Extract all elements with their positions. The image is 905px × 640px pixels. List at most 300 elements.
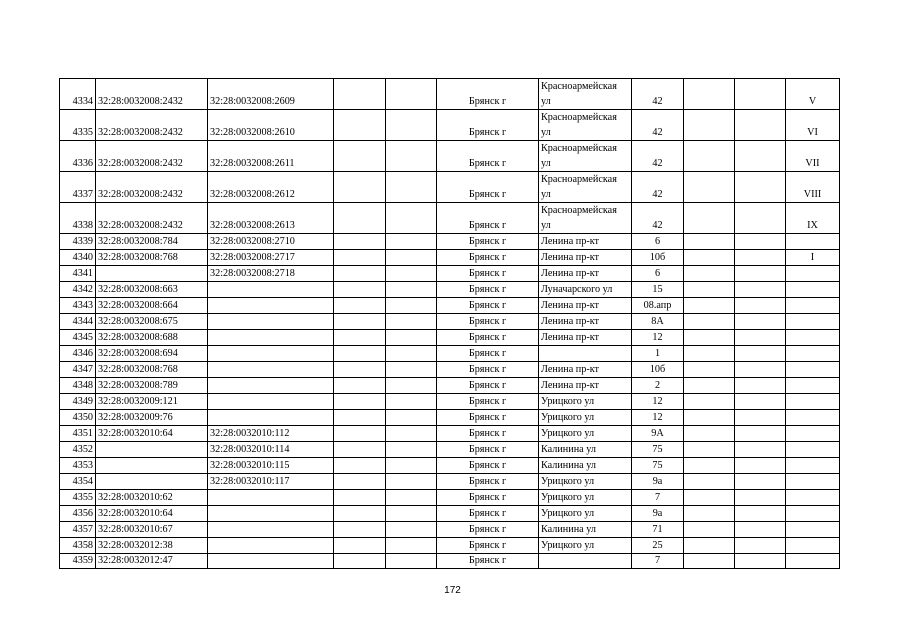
object-cadastral-number-cell: 32:28:0032008:2612 xyxy=(208,172,334,203)
table-row xyxy=(60,110,840,141)
city-cell: Брянск г xyxy=(437,298,539,314)
empty-cell xyxy=(334,266,386,282)
empty-cell xyxy=(334,441,386,457)
empty-cell xyxy=(684,393,735,409)
premises-number-cell xyxy=(786,361,840,377)
city-cell: Брянск г xyxy=(437,441,539,457)
house-number-cell: 6 xyxy=(632,266,684,282)
empty-cell xyxy=(334,409,386,425)
empty-cell xyxy=(684,361,735,377)
object-cadastral-number-cell xyxy=(208,298,334,314)
city-cell: Брянск г xyxy=(437,409,539,425)
object-cadastral-number-cell xyxy=(208,314,334,330)
empty-cell xyxy=(386,393,437,409)
table-row xyxy=(60,314,840,330)
empty-cell xyxy=(386,250,437,266)
empty-cell xyxy=(334,553,386,569)
empty-cell xyxy=(334,234,386,250)
premises-number-cell: VI xyxy=(786,110,840,141)
empty-cell xyxy=(386,521,437,537)
empty-cell xyxy=(735,553,786,569)
premises-number-cell xyxy=(786,314,840,330)
empty-cell xyxy=(334,298,386,314)
object-cadastral-number-cell: 32:28:0032008:2718 xyxy=(208,266,334,282)
empty-cell xyxy=(735,361,786,377)
empty-cell xyxy=(735,282,786,298)
house-number-cell: 12 xyxy=(632,393,684,409)
cadastral-number-cell: 32:28:0032008:2432 xyxy=(96,79,208,110)
street-cell: Красноармейская ул xyxy=(539,172,632,203)
object-cadastral-number-cell xyxy=(208,377,334,393)
street-cell: Ленина пр-кт xyxy=(539,361,632,377)
cadastral-number-cell: 32:28:0032012:47 xyxy=(96,553,208,569)
city-cell: Брянск г xyxy=(437,266,539,282)
empty-cell xyxy=(334,250,386,266)
cadastral-number-cell: 32:28:0032008:694 xyxy=(96,346,208,362)
house-number-cell: 75 xyxy=(632,457,684,473)
street-cell: Урицкого ул xyxy=(539,505,632,521)
empty-cell xyxy=(334,346,386,362)
empty-cell xyxy=(386,553,437,569)
street-cell: Урицкого ул xyxy=(539,473,632,489)
premises-number-cell xyxy=(786,425,840,441)
row-number-cell: 4339 xyxy=(60,234,96,250)
object-cadastral-number-cell: 32:28:0032008:2613 xyxy=(208,203,334,234)
table-row xyxy=(60,298,840,314)
empty-cell xyxy=(386,473,437,489)
premises-number-cell xyxy=(786,409,840,425)
table-row xyxy=(60,441,840,457)
empty-cell xyxy=(386,79,437,110)
object-cadastral-number-cell xyxy=(208,409,334,425)
object-cadastral-number-cell xyxy=(208,330,334,346)
street-cell: Урицкого ул xyxy=(539,537,632,553)
city-cell: Брянск г xyxy=(437,234,539,250)
object-cadastral-number-cell: 32:28:0032010:112 xyxy=(208,425,334,441)
empty-cell xyxy=(735,110,786,141)
cadastral-number-cell: 32:28:0032008:2432 xyxy=(96,141,208,172)
table-row xyxy=(60,489,840,505)
house-number-cell: 25 xyxy=(632,537,684,553)
cadastral-number-cell: 32:28:0032008:688 xyxy=(96,330,208,346)
empty-cell xyxy=(735,393,786,409)
empty-cell xyxy=(334,172,386,203)
street-cell: Калинина ул xyxy=(539,457,632,473)
empty-cell xyxy=(684,425,735,441)
cadastral-number-cell: 32:28:0032009:76 xyxy=(96,409,208,425)
city-cell: Брянск г xyxy=(437,250,539,266)
object-cadastral-number-cell xyxy=(208,521,334,537)
street-cell: Урицкого ул xyxy=(539,489,632,505)
empty-cell xyxy=(684,346,735,362)
street-cell: Луначарского ул xyxy=(539,282,632,298)
cadastral-number-cell: 32:28:0032010:62 xyxy=(96,489,208,505)
row-number-cell: 4342 xyxy=(60,282,96,298)
cadastral-number-cell: 32:28:0032010:64 xyxy=(96,505,208,521)
premises-number-cell xyxy=(786,266,840,282)
empty-cell xyxy=(334,393,386,409)
premises-number-cell xyxy=(786,298,840,314)
empty-cell xyxy=(334,425,386,441)
table-row xyxy=(60,505,840,521)
empty-cell xyxy=(735,473,786,489)
row-number-cell: 4336 xyxy=(60,141,96,172)
empty-cell xyxy=(735,234,786,250)
empty-cell xyxy=(334,314,386,330)
row-number-cell: 4343 xyxy=(60,298,96,314)
house-number-cell: 75 xyxy=(632,441,684,457)
city-cell: Брянск г xyxy=(437,377,539,393)
house-number-cell: 9А xyxy=(632,425,684,441)
city-cell: Брянск г xyxy=(437,489,539,505)
empty-cell xyxy=(684,537,735,553)
row-number-cell: 4352 xyxy=(60,441,96,457)
object-cadastral-number-cell xyxy=(208,553,334,569)
street-cell: Ленина пр-кт xyxy=(539,234,632,250)
empty-cell xyxy=(684,409,735,425)
empty-cell xyxy=(684,441,735,457)
table-row xyxy=(60,282,840,298)
empty-cell xyxy=(386,489,437,505)
empty-cell xyxy=(386,141,437,172)
empty-cell xyxy=(684,172,735,203)
object-cadastral-number-cell: 32:28:0032008:2717 xyxy=(208,250,334,266)
empty-cell xyxy=(386,409,437,425)
row-number-cell: 4357 xyxy=(60,521,96,537)
street-cell: Красноармейская ул xyxy=(539,110,632,141)
premises-number-cell: I xyxy=(786,250,840,266)
table-row xyxy=(60,361,840,377)
house-number-cell: 42 xyxy=(632,79,684,110)
row-number-cell: 4348 xyxy=(60,377,96,393)
object-cadastral-number-cell: 32:28:0032008:2610 xyxy=(208,110,334,141)
object-cadastral-number-cell xyxy=(208,537,334,553)
empty-cell xyxy=(735,172,786,203)
city-cell: Брянск г xyxy=(437,393,539,409)
empty-cell xyxy=(334,361,386,377)
cadastral-number-cell: 32:28:0032009:121 xyxy=(96,393,208,409)
empty-cell xyxy=(684,282,735,298)
empty-cell xyxy=(735,266,786,282)
cadastral-number-cell: 32:28:0032008:768 xyxy=(96,361,208,377)
empty-cell xyxy=(735,141,786,172)
row-number-cell: 4345 xyxy=(60,330,96,346)
object-cadastral-number-cell xyxy=(208,282,334,298)
row-number-cell: 4353 xyxy=(60,457,96,473)
house-number-cell: 15 xyxy=(632,282,684,298)
cadastral-number-cell: 32:28:0032008:2432 xyxy=(96,203,208,234)
empty-cell xyxy=(684,141,735,172)
row-number-cell: 4350 xyxy=(60,409,96,425)
empty-cell xyxy=(386,330,437,346)
premises-number-cell xyxy=(786,553,840,569)
cadastral-number-cell: 32:28:0032008:2432 xyxy=(96,110,208,141)
empty-cell xyxy=(735,409,786,425)
city-cell: Брянск г xyxy=(437,457,539,473)
row-number-cell: 4341 xyxy=(60,266,96,282)
cadastral-number-cell: 32:28:0032008:664 xyxy=(96,298,208,314)
row-number-cell: 4354 xyxy=(60,473,96,489)
empty-cell xyxy=(735,521,786,537)
city-cell: Брянск г xyxy=(437,361,539,377)
house-number-cell: 42 xyxy=(632,110,684,141)
house-number-cell: 6 xyxy=(632,234,684,250)
house-number-cell: 42 xyxy=(632,141,684,172)
cadastral-number-cell: 32:28:0032010:64 xyxy=(96,425,208,441)
cadastral-number-cell xyxy=(96,441,208,457)
empty-cell xyxy=(684,234,735,250)
city-cell: Брянск г xyxy=(437,537,539,553)
row-number-cell: 4344 xyxy=(60,314,96,330)
premises-number-cell xyxy=(786,505,840,521)
empty-cell xyxy=(334,282,386,298)
empty-cell xyxy=(684,298,735,314)
street-cell: Ленина пр-кт xyxy=(539,314,632,330)
house-number-cell: 7 xyxy=(632,489,684,505)
city-cell: Брянск г xyxy=(437,473,539,489)
house-number-cell: 10б xyxy=(632,250,684,266)
house-number-cell: 42 xyxy=(632,172,684,203)
empty-cell xyxy=(386,346,437,362)
row-number-cell: 4351 xyxy=(60,425,96,441)
street-cell: Ленина пр-кт xyxy=(539,377,632,393)
house-number-cell: 9а xyxy=(632,473,684,489)
premises-number-cell xyxy=(786,377,840,393)
street-cell: Ленина пр-кт xyxy=(539,266,632,282)
row-number-cell: 4359 xyxy=(60,553,96,569)
row-number-cell: 4356 xyxy=(60,505,96,521)
empty-cell xyxy=(334,110,386,141)
cadastral-number-cell: 32:28:0032008:675 xyxy=(96,314,208,330)
premises-number-cell: VIII xyxy=(786,172,840,203)
empty-cell xyxy=(684,330,735,346)
street-cell: Ленина пр-кт xyxy=(539,330,632,346)
city-cell: Брянск г xyxy=(437,521,539,537)
empty-cell xyxy=(735,314,786,330)
empty-cell xyxy=(735,330,786,346)
house-number-cell: 12 xyxy=(632,330,684,346)
object-cadastral-number-cell xyxy=(208,361,334,377)
empty-cell xyxy=(735,425,786,441)
empty-cell xyxy=(334,141,386,172)
empty-cell xyxy=(386,298,437,314)
street-cell: Урицкого ул xyxy=(539,393,632,409)
object-cadastral-number-cell: 32:28:0032010:117 xyxy=(208,473,334,489)
empty-cell xyxy=(386,110,437,141)
empty-cell xyxy=(386,361,437,377)
table-row xyxy=(60,537,840,553)
empty-cell xyxy=(684,79,735,110)
street-cell: Урицкого ул xyxy=(539,425,632,441)
empty-cell xyxy=(334,473,386,489)
object-cadastral-number-cell xyxy=(208,505,334,521)
row-number-cell: 4358 xyxy=(60,537,96,553)
row-number-cell: 4349 xyxy=(60,393,96,409)
street-cell xyxy=(539,346,632,362)
premises-number-cell xyxy=(786,393,840,409)
city-cell: Брянск г xyxy=(437,79,539,110)
table-row xyxy=(60,425,840,441)
premises-number-cell xyxy=(786,521,840,537)
house-number-cell: 12 xyxy=(632,409,684,425)
object-cadastral-number-cell xyxy=(208,489,334,505)
empty-cell xyxy=(386,234,437,250)
table-row xyxy=(60,409,840,425)
street-cell: Ленина пр-кт xyxy=(539,250,632,266)
premises-number-cell xyxy=(786,489,840,505)
premises-number-cell xyxy=(786,346,840,362)
empty-cell xyxy=(684,505,735,521)
empty-cell xyxy=(334,505,386,521)
city-cell: Брянск г xyxy=(437,172,539,203)
premises-number-cell: VII xyxy=(786,141,840,172)
cadastral-number-cell xyxy=(96,266,208,282)
cadastral-number-cell: 32:28:0032008:2432 xyxy=(96,172,208,203)
table-row xyxy=(60,346,840,362)
premises-number-cell xyxy=(786,441,840,457)
premises-number-cell xyxy=(786,282,840,298)
house-number-cell: 1 xyxy=(632,346,684,362)
empty-cell xyxy=(334,203,386,234)
city-cell: Брянск г xyxy=(437,330,539,346)
table-row xyxy=(60,553,840,569)
city-cell: Брянск г xyxy=(437,203,539,234)
empty-cell xyxy=(334,489,386,505)
row-number-cell: 4338 xyxy=(60,203,96,234)
table-row xyxy=(60,457,840,473)
street-cell xyxy=(539,553,632,569)
row-number-cell: 4334 xyxy=(60,79,96,110)
empty-cell xyxy=(386,457,437,473)
empty-cell xyxy=(386,314,437,330)
empty-cell xyxy=(735,441,786,457)
object-cadastral-number-cell: 32:28:0032010:115 xyxy=(208,457,334,473)
empty-cell xyxy=(684,553,735,569)
object-cadastral-number-cell xyxy=(208,393,334,409)
empty-cell xyxy=(735,505,786,521)
empty-cell xyxy=(735,346,786,362)
street-cell: Калинина ул xyxy=(539,521,632,537)
city-cell: Брянск г xyxy=(437,425,539,441)
house-number-cell: 71 xyxy=(632,521,684,537)
empty-cell xyxy=(386,282,437,298)
empty-cell xyxy=(386,203,437,234)
empty-cell xyxy=(334,330,386,346)
empty-cell xyxy=(735,250,786,266)
empty-cell xyxy=(386,377,437,393)
empty-cell xyxy=(386,172,437,203)
table-row xyxy=(60,330,840,346)
city-cell: Брянск г xyxy=(437,110,539,141)
row-number-cell: 4347 xyxy=(60,361,96,377)
cadastral-number-cell xyxy=(96,457,208,473)
street-cell: Калинина ул xyxy=(539,441,632,457)
empty-cell xyxy=(684,521,735,537)
cadastral-number-cell: 32:28:0032008:768 xyxy=(96,250,208,266)
cadastral-number-cell: 32:28:0032010:67 xyxy=(96,521,208,537)
house-number-cell: 10б xyxy=(632,361,684,377)
empty-cell xyxy=(386,505,437,521)
premises-number-cell xyxy=(786,537,840,553)
empty-cell xyxy=(735,377,786,393)
empty-cell xyxy=(386,537,437,553)
empty-cell xyxy=(684,457,735,473)
empty-cell xyxy=(735,537,786,553)
empty-cell xyxy=(684,377,735,393)
cadastral-number-cell: 32:28:0032008:784 xyxy=(96,234,208,250)
house-number-cell: 8А xyxy=(632,314,684,330)
table-row xyxy=(60,79,840,110)
city-cell: Брянск г xyxy=(437,314,539,330)
city-cell: Брянск г xyxy=(437,282,539,298)
premises-number-cell: V xyxy=(786,79,840,110)
empty-cell xyxy=(735,298,786,314)
row-number-cell: 4355 xyxy=(60,489,96,505)
city-cell: Брянск г xyxy=(437,553,539,569)
house-number-cell: 7 xyxy=(632,553,684,569)
empty-cell xyxy=(684,489,735,505)
street-cell: Урицкого ул xyxy=(539,409,632,425)
table-row xyxy=(60,172,840,203)
row-number-cell: 4337 xyxy=(60,172,96,203)
premises-number-cell xyxy=(786,473,840,489)
cadastral-number-cell: 32:28:0032008:663 xyxy=(96,282,208,298)
empty-cell xyxy=(334,457,386,473)
empty-cell xyxy=(735,457,786,473)
street-cell: Красноармейская ул xyxy=(539,203,632,234)
street-cell: Красноармейская ул xyxy=(539,79,632,110)
empty-cell xyxy=(684,266,735,282)
object-cadastral-number-cell xyxy=(208,346,334,362)
empty-cell xyxy=(684,250,735,266)
table-row xyxy=(60,266,840,282)
table-row xyxy=(60,521,840,537)
house-number-cell: 08.апр xyxy=(632,298,684,314)
row-number-cell: 4340 xyxy=(60,250,96,266)
premises-number-cell xyxy=(786,457,840,473)
table-row xyxy=(60,234,840,250)
city-cell: Брянск г xyxy=(437,505,539,521)
house-number-cell: 42 xyxy=(632,203,684,234)
object-cadastral-number-cell: 32:28:0032010:114 xyxy=(208,441,334,457)
street-cell: Красноармейская ул xyxy=(539,141,632,172)
table-body xyxy=(60,79,840,569)
cadastral-number-cell: 32:28:0032008:789 xyxy=(96,377,208,393)
empty-cell xyxy=(735,489,786,505)
empty-cell xyxy=(684,203,735,234)
city-cell: Брянск г xyxy=(437,346,539,362)
table-row xyxy=(60,250,840,266)
empty-cell xyxy=(684,473,735,489)
object-cadastral-number-cell: 32:28:0032008:2710 xyxy=(208,234,334,250)
street-cell: Ленина пр-кт xyxy=(539,298,632,314)
table-row xyxy=(60,393,840,409)
empty-cell xyxy=(334,79,386,110)
empty-cell xyxy=(735,79,786,110)
table-row xyxy=(60,377,840,393)
empty-cell xyxy=(334,377,386,393)
premises-number-cell xyxy=(786,234,840,250)
table-row xyxy=(60,203,840,234)
premises-number-cell xyxy=(786,330,840,346)
property-table xyxy=(59,78,840,569)
empty-cell xyxy=(684,110,735,141)
cadastral-number-cell xyxy=(96,473,208,489)
row-number-cell: 4346 xyxy=(60,346,96,362)
empty-cell xyxy=(334,521,386,537)
cadastral-number-cell: 32:28:0032012:38 xyxy=(96,537,208,553)
empty-cell xyxy=(684,314,735,330)
